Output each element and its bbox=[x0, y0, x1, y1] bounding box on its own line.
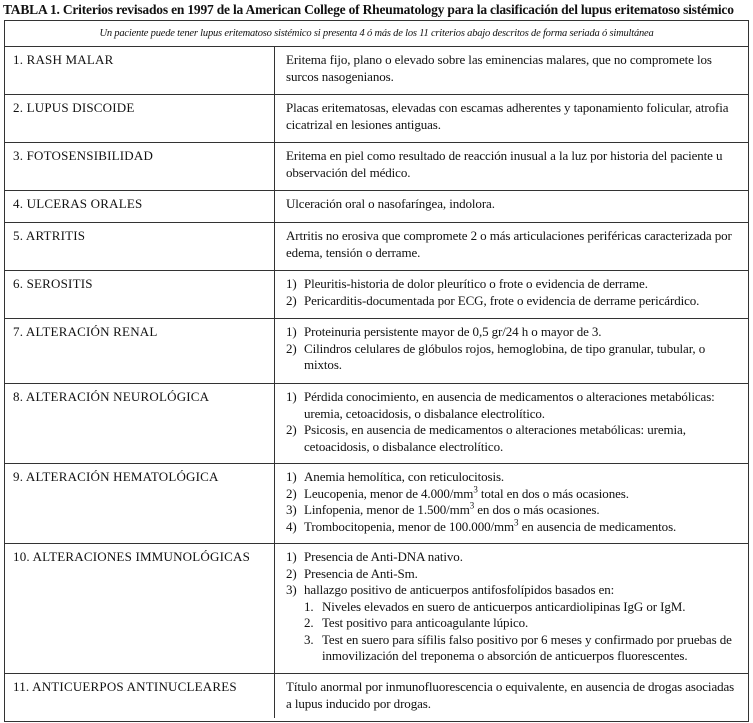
table-row bbox=[5, 674, 748, 718]
criterion-label: 7. ALTERACIÓN RENAL bbox=[5, 319, 275, 383]
list-item: 1) Pleuritis-historia de dolor pleurítico o frote o evidencia de derrame. bbox=[286, 276, 648, 291]
table-row bbox=[5, 384, 748, 464]
table-row bbox=[5, 544, 748, 674]
criterion-label: 10. ALTERACIONES IMMUNOLÓGICAS bbox=[5, 544, 275, 673]
list-item: 1) Anemia hemolítica, con reticulocitosis. bbox=[286, 469, 505, 484]
criterion-label: 11. ANTICUERPOS ANTINUCLEARES bbox=[5, 674, 275, 718]
criteria-table bbox=[4, 20, 749, 722]
list-item: 2) Psicosis, en ausencia de medicamentos o alteraciones metabólicas: uremia, cetoacidosis, o disbalance electrolítico. bbox=[286, 422, 686, 454]
sub-list-item: 2. Test positivo para anticoagulante lúpico. bbox=[304, 615, 529, 630]
criterion-label: 9. ALTERACIÓN HEMATOLÓGICA bbox=[5, 464, 275, 543]
list-item: 3) hallazgo positivo de anticuerpos antifosfolípidos basados en: bbox=[286, 582, 615, 597]
list-item: 2) Leucopenia, menor de $4.000/mm^3$ total en dos o más ocasiones. bbox=[286, 484, 629, 501]
table-title: TABLA 1. Criterios revisados en 1997 de la American College of Rheumatology para la clasificación del lupus eritematoso sistémico bbox=[3, 2, 734, 17]
criterion-label: 8. ALTERACIÓN NEUROLÓGICA bbox=[5, 384, 275, 463]
criterion-label: 6. SEROSITIS bbox=[5, 271, 275, 318]
list-item: 1) Presencia de Anti-DNA nativo. bbox=[286, 549, 463, 564]
table-row bbox=[5, 271, 748, 319]
criterion-label: 1. RASH MALAR bbox=[5, 47, 275, 94]
criterion-description bbox=[275, 384, 748, 463]
criterion-description: Artritis no erosiva que compromete 2 o más articulaciones periféricas caracterizada por edema, tensión o derrame. bbox=[286, 228, 732, 260]
table-row bbox=[5, 464, 748, 544]
table-row bbox=[5, 223, 748, 271]
list-item: 2) Cilindros celulares de glóbulos rojos, hemoglobina, de tipo granular, tubular, o mixtos. bbox=[286, 340, 706, 372]
sub-list-item: 1. Niveles elevados en suero de anticuerpos anticardiolipinas IgG or IgM. bbox=[304, 598, 686, 614]
list-item: 1) Pérdida conocimiento, en ausencia de medicamentos o alteraciones metabólicas: uremia, cetoacidosis, o disbalance electrolítico. bbox=[286, 389, 715, 421]
criterion-label: 2. LUPUS DISCOIDE bbox=[5, 95, 275, 142]
criterion-label: 3. FOTOSENSIBILIDAD bbox=[5, 143, 275, 190]
table-row bbox=[5, 47, 748, 95]
list-item: 1) Proteinuria persistente mayor de 0,5 gr/24 h o mayor de 3. bbox=[286, 324, 602, 339]
criterion-description bbox=[275, 319, 748, 383]
list-item: 3) Linfopenia, menor de $1.500/mm^3$ en dos o más ocasiones. bbox=[286, 500, 600, 517]
criterion-label: 5. ARTRITIS bbox=[5, 223, 275, 270]
table-row bbox=[5, 95, 748, 143]
criterion-description: Placas eritematosas, elevadas con escamas adherentes y taponamiento folicular, atrofia cicatrizal en lesiones antiguas. bbox=[286, 100, 729, 132]
criterion-description: Título anormal por inmunofluorescencia o equivalente, en ausencia de drogas asociadas a lupus inducido por drogas. bbox=[286, 679, 735, 711]
criterion-label: 4. ULCERAS ORALES bbox=[5, 191, 275, 222]
criterion-description bbox=[275, 544, 748, 673]
table-subtitle: Un paciente puede tener lupus eritematoso sistémico si presenta 4 ó más de los 11 criterios abajo descritos de forma seriada ó simultánea bbox=[5, 21, 748, 47]
criterion-description bbox=[275, 464, 748, 543]
list-item: 2) Pericarditis-documentada por ECG, frote o evidencia de derrame pericárdico. bbox=[286, 292, 700, 308]
criterion-description: Eritema en piel como resultado de reacción inusual a la luz por historia del paciente u observación del médico. bbox=[286, 148, 723, 180]
sub-list-item: 3. Test en suero para sífilis falso positivo por 6 meses y confirmado por pruebas de inmovilización del treponema o absorción de anticuerpos fluorescentes. bbox=[304, 631, 732, 663]
table-row bbox=[5, 191, 748, 223]
list-item: 4) Trombocitopenia, menor de $100.000/mm^3$ en ausencia de medicamentos. bbox=[286, 517, 677, 534]
criterion-description: Ulceración oral o nasofaríngea, indolora. bbox=[286, 196, 495, 211]
criterion-description bbox=[275, 271, 748, 318]
table-row bbox=[5, 143, 748, 191]
list-item: 2) Presencia de Anti-Sm. bbox=[286, 565, 418, 581]
criterion-description: Eritema fijo, plano o elevado sobre las eminencias malares, que no compromete los surcos nasogenianos. bbox=[286, 52, 712, 84]
table-row bbox=[5, 319, 748, 384]
